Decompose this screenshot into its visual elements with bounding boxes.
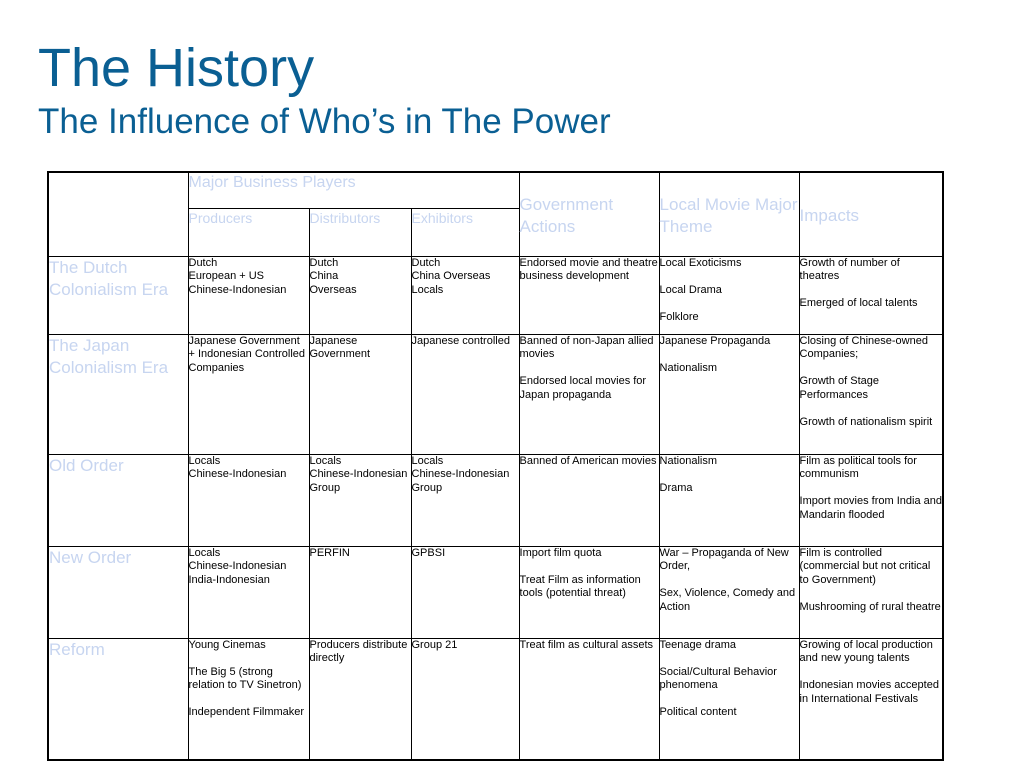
cell-text: PERFIN <box>309 546 350 559</box>
cell-text: Producers distribute directly <box>309 638 408 665</box>
distributors-cell <box>309 334 411 454</box>
cell-text: Local Exoticisms <box>659 256 742 269</box>
cell-text: Growth of Stage Performances <box>799 375 880 401</box>
cell-text: Locals <box>411 283 444 296</box>
cell-text: War – Propaganda of New Order, <box>659 546 789 573</box>
cell-text: Import movies from India and Mandarin flooded <box>799 495 942 521</box>
cell-text: Dutch <box>188 256 218 269</box>
cell-text: Chinese-Indonesian Group <box>411 468 510 494</box>
table-row <box>48 256 943 334</box>
cell-text: Closing of Chinese-owned Companies; <box>799 334 928 361</box>
era-label: Old Order <box>48 454 188 546</box>
cell-text: Group 21 <box>411 638 458 651</box>
cell-text: Teenage drama <box>659 638 736 651</box>
cell-text: Chinese-Indonesian India-Indonesian <box>188 560 287 586</box>
corner-header-cell <box>48 172 188 256</box>
table-row <box>48 334 943 454</box>
distributors-cell <box>309 256 411 334</box>
government-cell <box>519 334 659 454</box>
table-body <box>48 256 943 760</box>
cell-text: Dutch <box>411 256 441 269</box>
cell-text: Locals <box>411 454 444 467</box>
cell-text: Treat Film as information tools (potential threat) <box>519 573 641 600</box>
exhibitors-cell <box>411 638 519 760</box>
cell-text: Drama <box>659 481 693 494</box>
cell-text: Growing of local production and new young talents <box>799 638 933 665</box>
exhibitors-cell <box>411 454 519 546</box>
table-row <box>48 638 943 760</box>
table-row <box>48 454 943 546</box>
cell-text: European + US <box>188 270 265 283</box>
cell-text: Locals <box>188 546 221 559</box>
cell-text: Indonesian movies accepted in International Festivals <box>799 679 939 705</box>
cell-text: Folklore <box>659 310 699 323</box>
cell-text: Chinese-Indonesian <box>188 283 287 296</box>
cell-text: Independent Filmmaker <box>188 706 305 719</box>
cell-text: Banned of non-Japan allied movies <box>519 334 654 361</box>
producers-header: Producers <box>188 208 309 256</box>
history-table <box>47 171 944 761</box>
cell-text: GPBSI <box>411 546 446 559</box>
producers-cell <box>188 454 309 546</box>
cell-text: Treat film as cultural assets <box>519 638 653 651</box>
cell-text: Nationalism <box>659 361 717 374</box>
exhibitors-cell <box>411 546 519 638</box>
cell-text: Social/Cultural Behavior phenomena <box>659 665 777 692</box>
government-cell <box>519 454 659 546</box>
government-cell <box>519 638 659 760</box>
cell-text: Chinese-Indonesian Group <box>309 468 408 494</box>
distributors-cell <box>309 546 411 638</box>
cell-text: Japanese Propaganda <box>659 334 771 347</box>
government-actions-header: Government Actions <box>519 172 659 256</box>
cell-text: Japanese controlled <box>411 334 510 347</box>
theme-cell <box>659 546 799 638</box>
impacts-cell <box>799 334 943 454</box>
cell-text: The Big 5 (strong relation to TV Sinetron) <box>188 665 302 692</box>
movie-theme-header: Local Movie Major Theme <box>659 172 799 256</box>
distributors-cell <box>309 454 411 546</box>
impacts-cell <box>799 638 943 760</box>
impacts-cell <box>799 454 943 546</box>
cell-text: Endorsed local movies for Japan propaganda <box>519 375 647 401</box>
cell-text: Dutch <box>309 256 339 269</box>
cell-text: China Overseas <box>411 270 491 283</box>
cell-text: Young Cinemas <box>188 638 266 651</box>
cell-text: Growth of nationalism spirit <box>799 416 933 429</box>
government-cell <box>519 256 659 334</box>
cell-text: Japanese Government + Indonesian Controlled Companies <box>188 334 305 374</box>
era-label: The Japan Colonialism Era <box>48 334 188 454</box>
cell-text: Banned of American movies <box>519 454 657 467</box>
cell-text: Political content <box>659 706 737 719</box>
exhibitors-cell <box>411 334 519 454</box>
slide-subtitle: The Influence of Who’s in The Power <box>38 102 611 141</box>
distributors-cell <box>309 638 411 760</box>
impacts-cell <box>799 256 943 334</box>
cell-text: Film as political tools for communism <box>799 454 917 481</box>
cell-text: Sex, Violence, Comedy and Action <box>659 587 796 613</box>
government-cell <box>519 546 659 638</box>
cell-text: Mushrooming of rural theatre <box>799 600 941 613</box>
era-label: Reform <box>48 638 188 760</box>
cell-text: China <box>309 270 339 283</box>
theme-cell <box>659 256 799 334</box>
cell-text: Japanese Government <box>309 334 371 361</box>
cell-text: Emerged of local talents <box>799 297 918 310</box>
distributors-header: Distributors <box>309 208 411 256</box>
cell-text: Chinese-Indonesian <box>188 468 287 481</box>
impacts-header: Impacts <box>799 172 943 256</box>
producers-cell <box>188 546 309 638</box>
cell-text: Locals <box>188 454 221 467</box>
producers-cell <box>188 256 309 334</box>
exhibitors-cell <box>411 256 519 334</box>
era-label: The Dutch Colonialism Era <box>48 256 188 334</box>
theme-cell <box>659 638 799 760</box>
major-business-players-header: Major Business Players <box>188 172 519 208</box>
theme-cell <box>659 454 799 546</box>
impacts-cell <box>799 546 943 638</box>
era-label: New Order <box>48 546 188 638</box>
table-row <box>48 546 943 638</box>
cell-text: Endorsed movie and theatre business development <box>519 256 658 283</box>
cell-text: Import film quota <box>519 546 602 559</box>
cell-text: Local Drama <box>659 283 722 296</box>
theme-cell <box>659 334 799 454</box>
slide-title: The History <box>38 38 315 98</box>
cell-text: Growth of number of theatres <box>799 256 900 283</box>
cell-text: Nationalism <box>659 454 717 467</box>
producers-cell <box>188 638 309 760</box>
cell-text: Film is controlled (commercial but not critical to Government) <box>799 546 931 586</box>
cell-text: Overseas <box>309 283 357 296</box>
producers-cell <box>188 334 309 454</box>
exhibitors-header: Exhibitors <box>411 208 519 256</box>
cell-text: Locals <box>309 454 342 467</box>
